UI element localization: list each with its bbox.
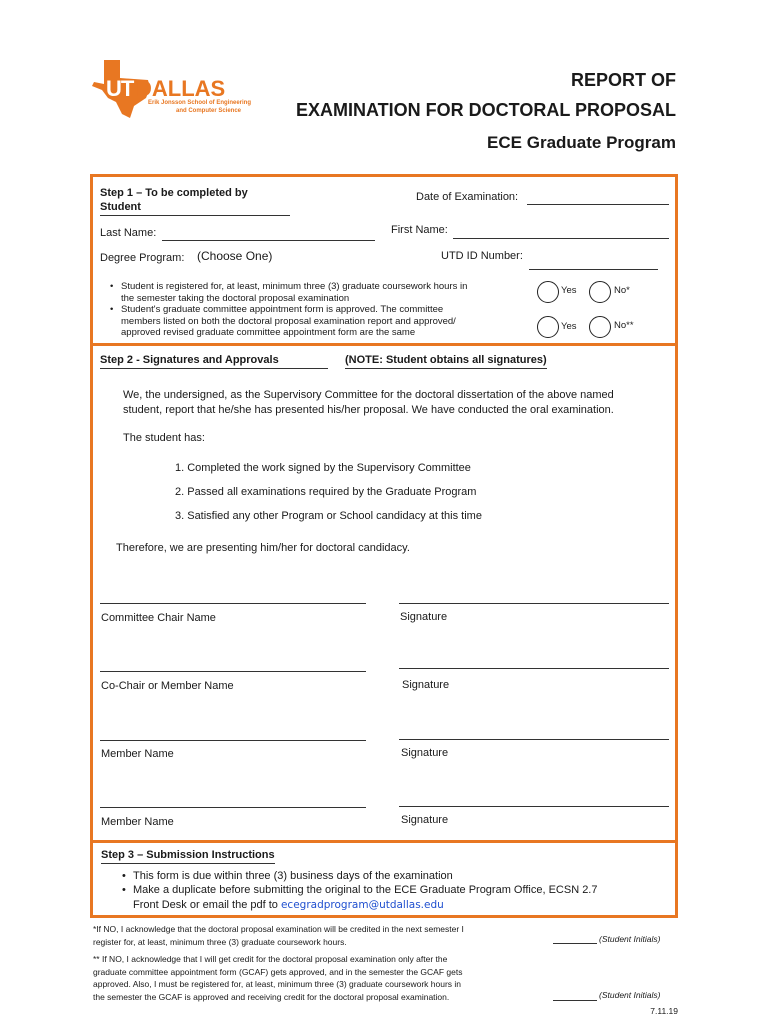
member1-name-label: Member Name <box>101 748 174 760</box>
therefore-statement: Therefore, we are presenting him/her for doctoral candidacy. <box>116 542 410 554</box>
logo-dallas: DALLAS <box>136 76 226 101</box>
committee-chair-signature-field[interactable] <box>399 603 669 604</box>
member2-signature-field[interactable] <box>399 806 669 807</box>
logo-ut: UT <box>106 76 134 101</box>
q2-yes-label: Yes <box>561 321 577 332</box>
bullet-committee <box>121 304 467 339</box>
committee-chair-signature-label: Signature <box>400 611 448 623</box>
committee-chair-name-label: Committee Chair Name <box>101 612 216 624</box>
title-line3: ECE Graduate Program <box>487 133 676 152</box>
utd-logo <box>90 58 250 120</box>
initials-field-1[interactable] <box>553 943 597 944</box>
first-name-label: First Name: <box>391 224 448 236</box>
footnote-no2-line3: approved. Also, I must be registered for, at least, minimum three (3) graduate coursework hours in <box>93 979 462 989</box>
declaration-line2: student, report that he/she has presented his/her proposal. We have conducted the oral examination. <box>123 404 614 416</box>
footnote-no1-line1: *If NO, I acknowledge that the doctoral proposal examination will be credited in the next semester I <box>93 924 464 934</box>
q2-yes-radio[interactable] <box>537 316 559 338</box>
step1-heading: Step 1 – To be completed by Student <box>100 186 290 216</box>
co-chair-signature-label: Signature <box>402 679 450 691</box>
q2-no-radio[interactable] <box>589 316 611 338</box>
logo-school-line2: and Computer Science <box>176 108 242 114</box>
co-chair-name-field[interactable] <box>100 671 366 672</box>
member1-name-field[interactable] <box>100 740 366 741</box>
q2-no-label: No** <box>614 320 634 331</box>
q1-no-label: No* <box>614 285 630 296</box>
front-desk-text: Front Desk or email the pdf to <box>133 899 278 911</box>
duplicate-instruction-line1: • Make a duplicate before submitting the original to the ECE Graduate Program Office, ECSN 2.7 <box>133 884 598 896</box>
step1-bullets <box>121 281 467 339</box>
footnote-no1 <box>93 923 464 948</box>
q1-yes-radio[interactable] <box>537 281 559 303</box>
member1-signature-label: Signature <box>401 747 449 759</box>
title-line2: EXAMINATION FOR DOCTORAL PROPOSAL <box>295 100 676 120</box>
committee-chair-name-field[interactable] <box>100 603 366 604</box>
duplicate-instruction <box>133 883 597 897</box>
member2-name-field[interactable] <box>100 807 366 808</box>
first-name-field[interactable] <box>453 238 669 239</box>
footnote-no2 <box>93 953 462 1003</box>
bullet-registration-line2: the semester taking the doctoral proposal examination <box>121 292 350 304</box>
criteria-item-3: 3. Satisfied any other Program or School candidacy at this time <box>175 510 482 522</box>
title-line1: REPORT OF <box>570 70 676 90</box>
step2-heading: Step 2 - Signatures and Approvals <box>100 353 328 369</box>
q1-no-radio[interactable] <box>589 281 611 303</box>
bullet-committee-line2: members listed on both the doctoral proposal examination report and approved/ <box>121 315 456 327</box>
initials-field-2[interactable] <box>553 1000 597 1001</box>
utd-id-label: UTD ID Number: <box>441 250 523 262</box>
step3-bullets <box>133 869 597 897</box>
degree-program-label: Degree Program: <box>100 252 185 264</box>
step2-note: (NOTE: Student obtains all signatures) <box>345 353 547 369</box>
step3-heading: Step 3 – Submission Instructions <box>101 848 275 864</box>
step2-box <box>90 343 678 843</box>
duplicate-instruction-line2 <box>133 898 444 912</box>
last-name-label: Last Name: <box>100 227 157 239</box>
version-number: 7.11.19 <box>650 1006 678 1016</box>
footnote-no1-line2: register for, at least, minimum three (3) graduate coursework hours. <box>93 936 347 947</box>
initials-label-2: (Student Initials) <box>599 990 661 1000</box>
due-date-instruction: • This form is due within three (3) business days of the examination <box>133 869 597 883</box>
footnote-no2-line1: ** If NO, I acknowledge that I will get credit for the doctoral proposal examination only after the <box>93 954 448 964</box>
footnote-no2-line2: graduate committee appointment form (GCAF) gets approved, and in the semester the GCAF gets <box>93 966 463 977</box>
bullet-registration <box>121 281 467 304</box>
bullet-committee-line3: approved revised graduate committee appointment form are the same <box>121 327 416 338</box>
student-has-label: The student has: <box>123 432 205 444</box>
criteria-item-1: 1. Completed the work signed by the Supervisory Committee <box>175 462 471 474</box>
date-of-examination-label: Date of Examination: <box>416 191 519 203</box>
q1-yes-label: Yes <box>561 285 577 296</box>
footnote-no2-line4: the semester the GCAF is approved and receiving credit for the doctoral proposal examination. <box>93 991 450 1002</box>
date-of-examination-field[interactable] <box>527 204 669 205</box>
member2-name-label: Member Name <box>101 816 174 828</box>
criteria-item-2: 2. Passed all examinations required by the Graduate Program <box>175 486 477 498</box>
member1-signature-field[interactable] <box>399 739 669 740</box>
initials-label-1: (Student Initials) <box>599 934 661 944</box>
member2-signature-label: Signature <box>401 814 449 826</box>
utd-id-field[interactable] <box>529 269 658 270</box>
declaration-line1: We, the undersigned, as the Supervisory Committee for the doctoral dissertation of the above named <box>123 389 614 401</box>
email-link[interactable]: ecegradprogram@utdallas.edu <box>280 899 444 911</box>
bullet-committee-line1: • Student's graduate committee appointment form is approved. The committee <box>121 304 444 315</box>
co-chair-signature-field[interactable] <box>399 668 669 669</box>
last-name-field[interactable] <box>162 240 375 241</box>
degree-program-select[interactable]: (Choose One) <box>197 249 273 263</box>
co-chair-name-label: Co-Chair or Member Name <box>101 680 234 692</box>
logo-school-line1: Erik Jonsson School of Engineering <box>148 100 252 106</box>
bullet-registration-line1: • Student is registered for, at least, minimum three (3) graduate coursework hours in <box>121 281 468 292</box>
